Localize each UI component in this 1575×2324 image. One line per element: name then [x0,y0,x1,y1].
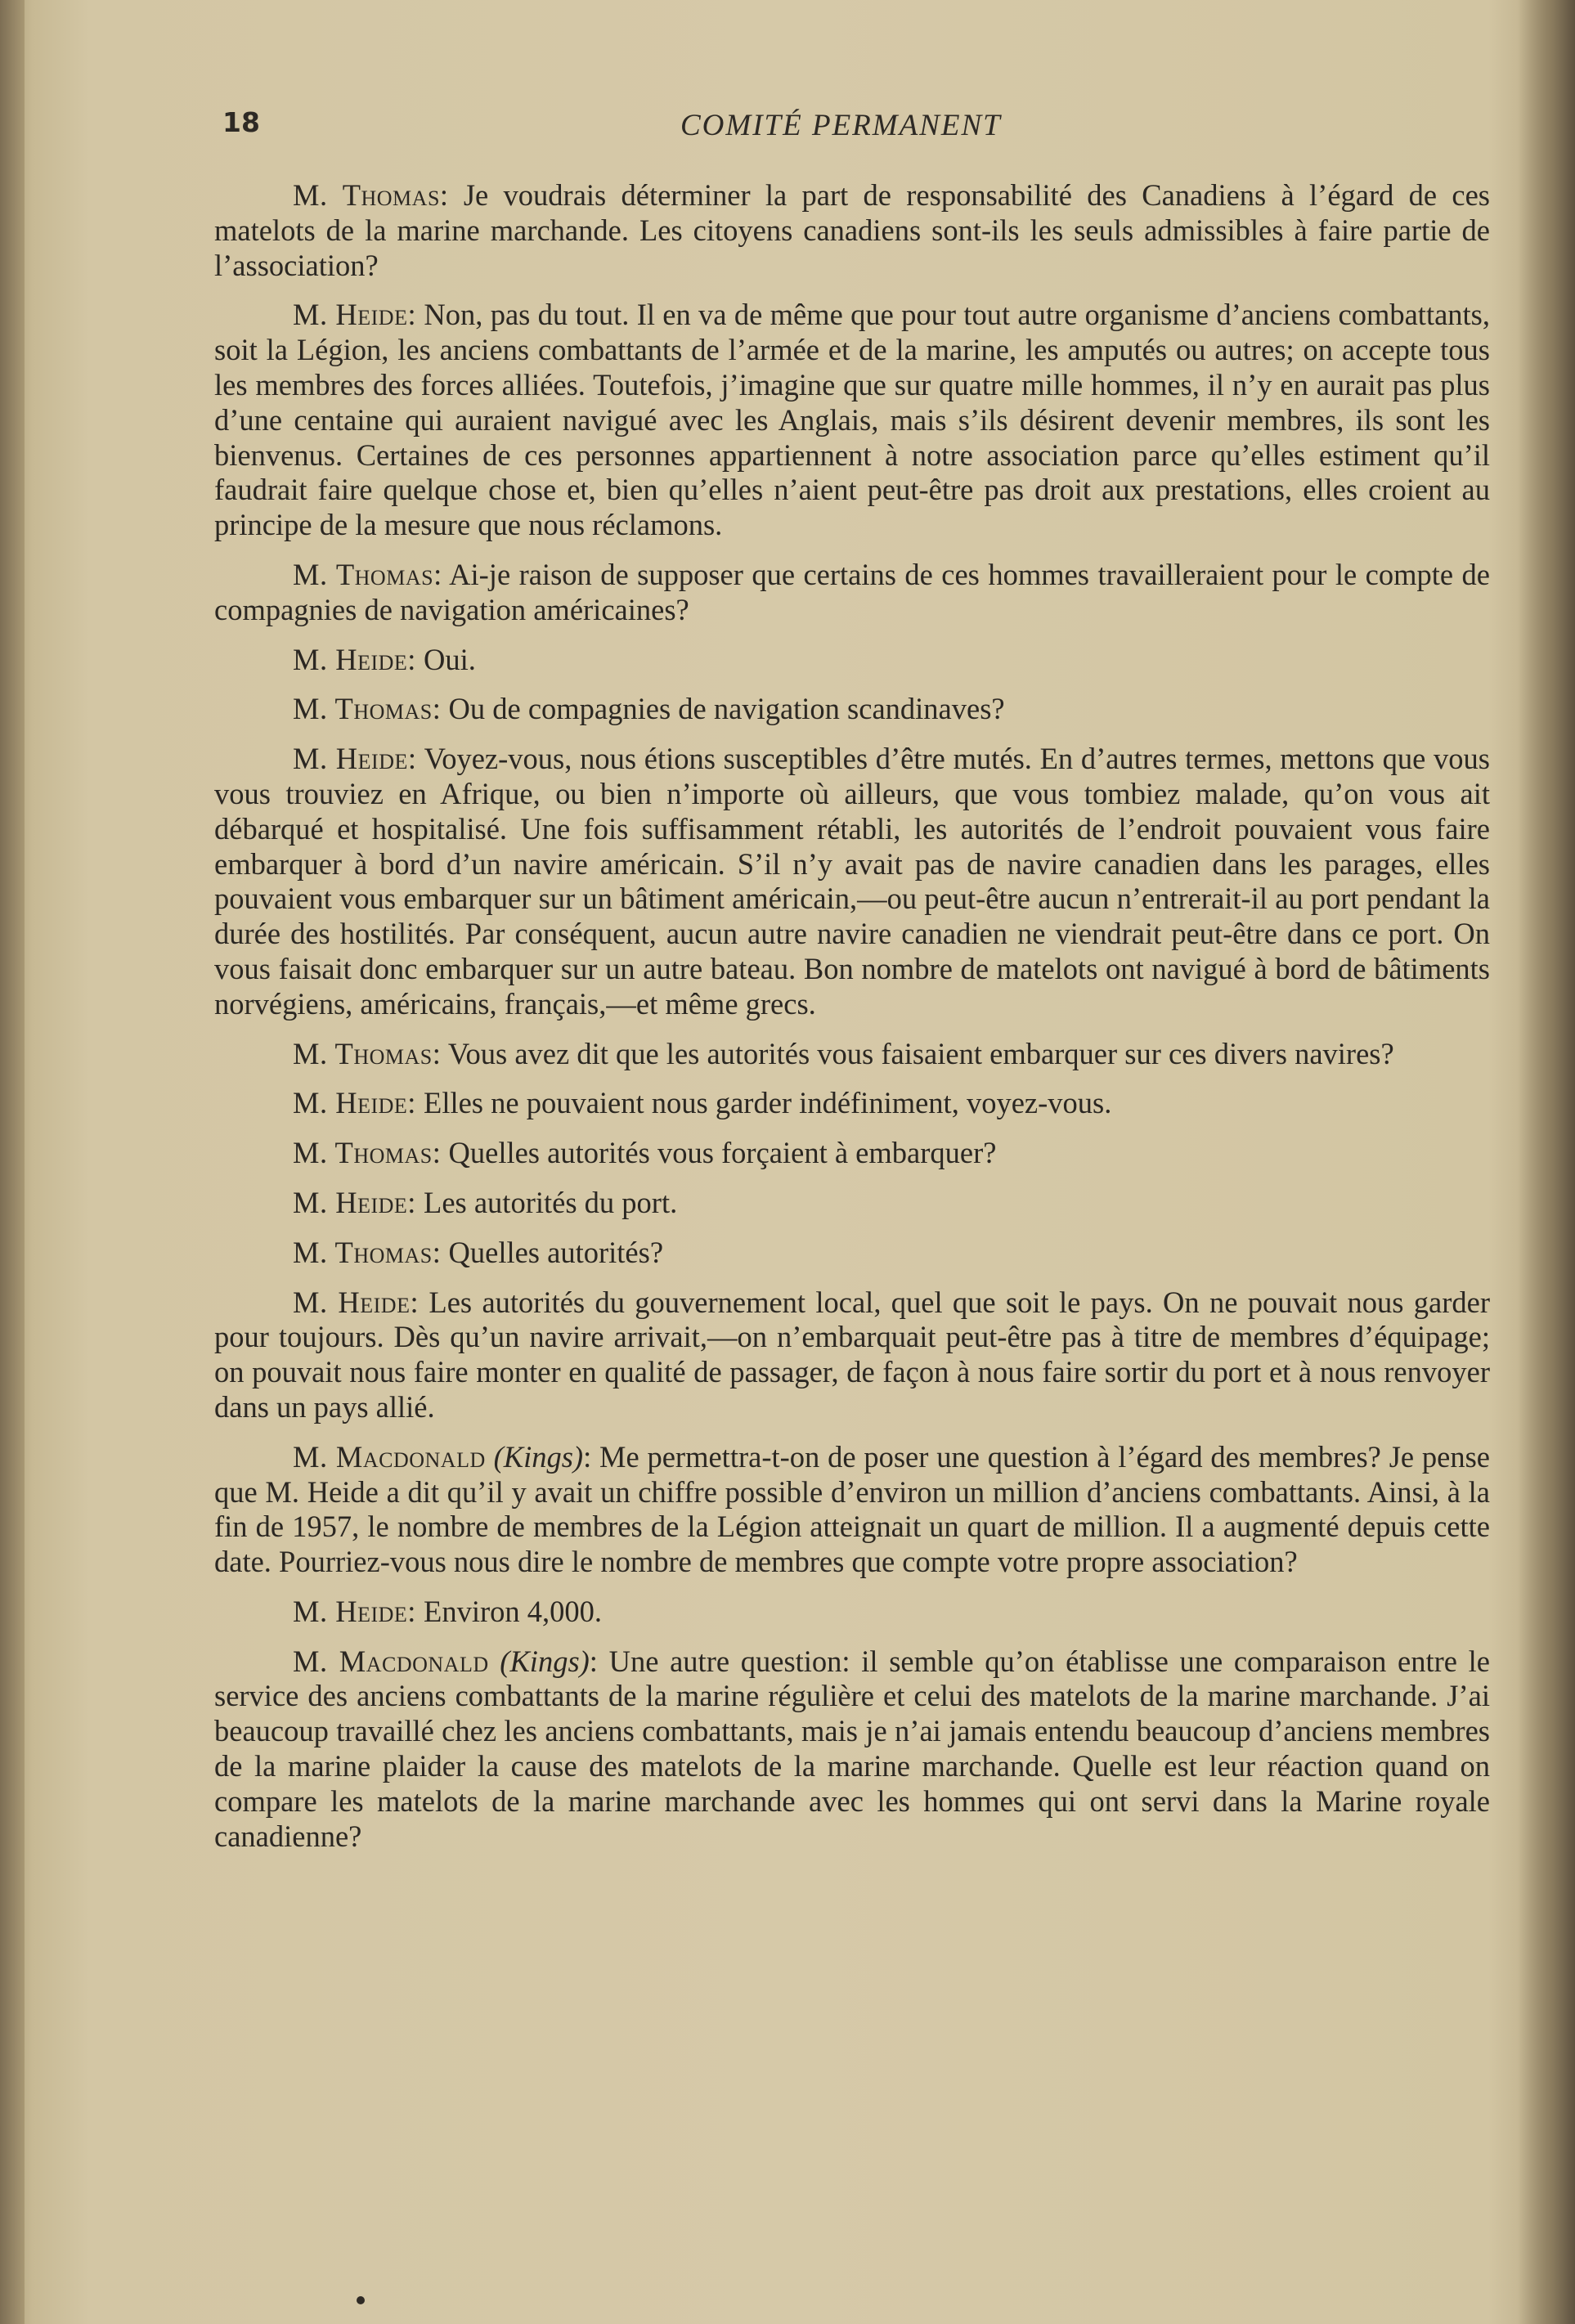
transcript-paragraph [214,1285,1490,1425]
paragraph-text: Quelles autorités? [441,1235,664,1269]
speaker-name: M. Heide: [293,642,416,676]
speaker-name: M. Heide: [293,298,417,332]
transcript-paragraph [214,1086,1490,1121]
speaker-name: M. Thomas: [293,1036,442,1070]
paragraph-text: Les autorités du gouvernement local, quel que soit le pays. On ne pouvait nous garder pour toujours. Dès qu’un navire arrivait,—on n’embarquait peut-être pas à titre de membres d’équipage; on pouvait nous faire monter en qualité de passager, de façon à nous faire sortir du port et à nous renvoyer dans un pays allié. [214,1285,1490,1424]
paragraph-text: Voyez-vous, nous étions susceptibles d’être mutés. En d’autres termes, mettons que vous vous trouviez en Afrique, ou bien n’importe où ailleurs, que vous tombiez malade, qu’on vous ait débarqué et hospitalisé. Une fois suffisamment rétabli, les autorités de l’endroit pouvaient vous faire embarquer à bord d’un navire américain. S’il n’y avait pas de navire canadien dans les parages, elles pouvaient vous embarquer sur un bâtiment américain,—ou peut-être aucun n’entrerait-il au port pendant la durée des hostilités. Par conséquent, aucun autre navire canadien ne viendrait peut-être dans ce port. On vous faisait donc embarquer sur un autre bateau. Bon nombre de matelots ont navigué à bord de bâtiments norvégiens, américains, français,—et même grecs. [214,742,1490,1021]
speaker-name: M. Thomas: [293,1136,442,1170]
transcript-paragraph [214,1136,1490,1171]
paragraph-text: Vous avez dit que les autorités vous faisaient embarquer sur ces divers navires? [441,1036,1394,1070]
paragraph-text: Non, pas du tout. Il en va de même que pour tout autre organisme d’anciens combattants, soit la Légion, les anciens combattants de l’armée et de la marine, les amputés ou autres; on accepte tous les membres des forces alliées. Toutefois, j’imagine que sur quatre mille hommes, il n’y en aurait pas plus d’une centaine qui auraient navigué avec les Anglais, mais s’ils désirent devenir membres, ils sont les bienvenus. Certaines de ces personnes appartiennent à notre association parce qu’elles estiment qu’il faudrait faire quelque chose et, bien qu’elles n’aient peut-être pas droit aux prestations, elles croient au principe de la mesure que nous réclamons. [214,298,1491,542]
paragraph-text: Oui. [415,642,476,676]
transcript-paragraph [214,1037,1490,1072]
speaker-name: M. Heide: [293,742,417,776]
transcript-paragraph [214,178,1490,283]
transcript-paragraph [214,558,1490,628]
paragraph-text: : Une autre question: il semble qu’on établisse une comparaison entre le service des anciens combattants de la marine régulière et celui des matelots de la marine marchande. J’ai beaucoup travaillé chez les anciens combattants, mais je n’ai jamais entendu beaucoup d’anciens membres de la marine plaider la cause des matelots de la marine marchande. Quelle est leur réaction quand on compare les matelots de la marine marchande avec les hommes qui ont servi dans la Marine royale canadienne? [214,1644,1491,1853]
transcript-paragraph [214,298,1490,543]
paragraph-text: Ou de compagnies de navigation scandinaves? [441,692,1005,726]
transcript-paragraph [214,742,1490,1021]
speaker-name: M. Heide: [293,1185,416,1219]
transcript-body [214,178,1490,1869]
speaker-name: M. Thomas: [293,1235,442,1269]
paragraph-text: Ai-je raison de supposer que certains de ces hommes travailleraient pour le compte de compagnies de navigation américaines? [214,557,1491,626]
binding-shadow [0,0,25,2324]
transcript-paragraph [214,1236,1490,1271]
page-edge-shadow [1518,0,1575,2324]
paragraph-text: Elles ne pouvaient nous garder indéfiniment, voyez-vous. [415,1086,1112,1120]
speaker-name: M. Macdonald [293,1439,486,1474]
paragraph-text: Les autorités du port. [415,1185,678,1219]
running-header [222,106,1482,147]
speaker-name: M. Thomas: [293,557,442,591]
header-title: COMITÉ PERMANENT [680,109,1002,142]
transcript-paragraph [214,643,1490,678]
speaker-name: M. Heide: [293,1285,420,1319]
speaker-name: M. Heide: [293,1086,416,1120]
speaker-name: M. Thomas: [293,178,449,212]
ink-speck [357,2296,365,2304]
transcript-paragraph [214,1595,1490,1630]
riding-name: (Kings) [500,1644,590,1678]
paragraph-text: : Me permettra-t-on de poser une question à l’égard des membres? Je pense que M. Heide a dit qu’il y avait un chiffre possible d’environ un million d’anciens combattants. Ainsi, à la fin de 1957, le nombre de membres de la Légion atteignait un quart de million. Il a augmenté depuis cette date. Pourriez-vous nous dire le nombre de membres que compte votre propre association? [214,1439,1491,1579]
transcript-paragraph [214,1644,1490,1855]
speaker-name: M. Macdonald [293,1644,489,1678]
speaker-name: M. Heide: [293,1594,416,1628]
page-number: 18 [222,106,260,138]
riding-name: (Kings) [493,1439,584,1474]
paragraph-text: Environ 4,000. [415,1594,602,1628]
transcript-paragraph [214,1186,1490,1221]
transcript-paragraph [214,1440,1490,1580]
paragraph-text: Quelles autorités vous forçaient à embarquer? [441,1136,997,1170]
transcript-paragraph [214,692,1490,727]
speaker-name: M. Thomas: [293,692,442,726]
paragraph-text: Je voudrais déterminer la part de responsabilité des Canadiens à l’égard de ces matelots de la marine marchande. Les citoyens canadiens sont-ils les seuls admissibles à faire partie de l’association? [214,178,1491,282]
